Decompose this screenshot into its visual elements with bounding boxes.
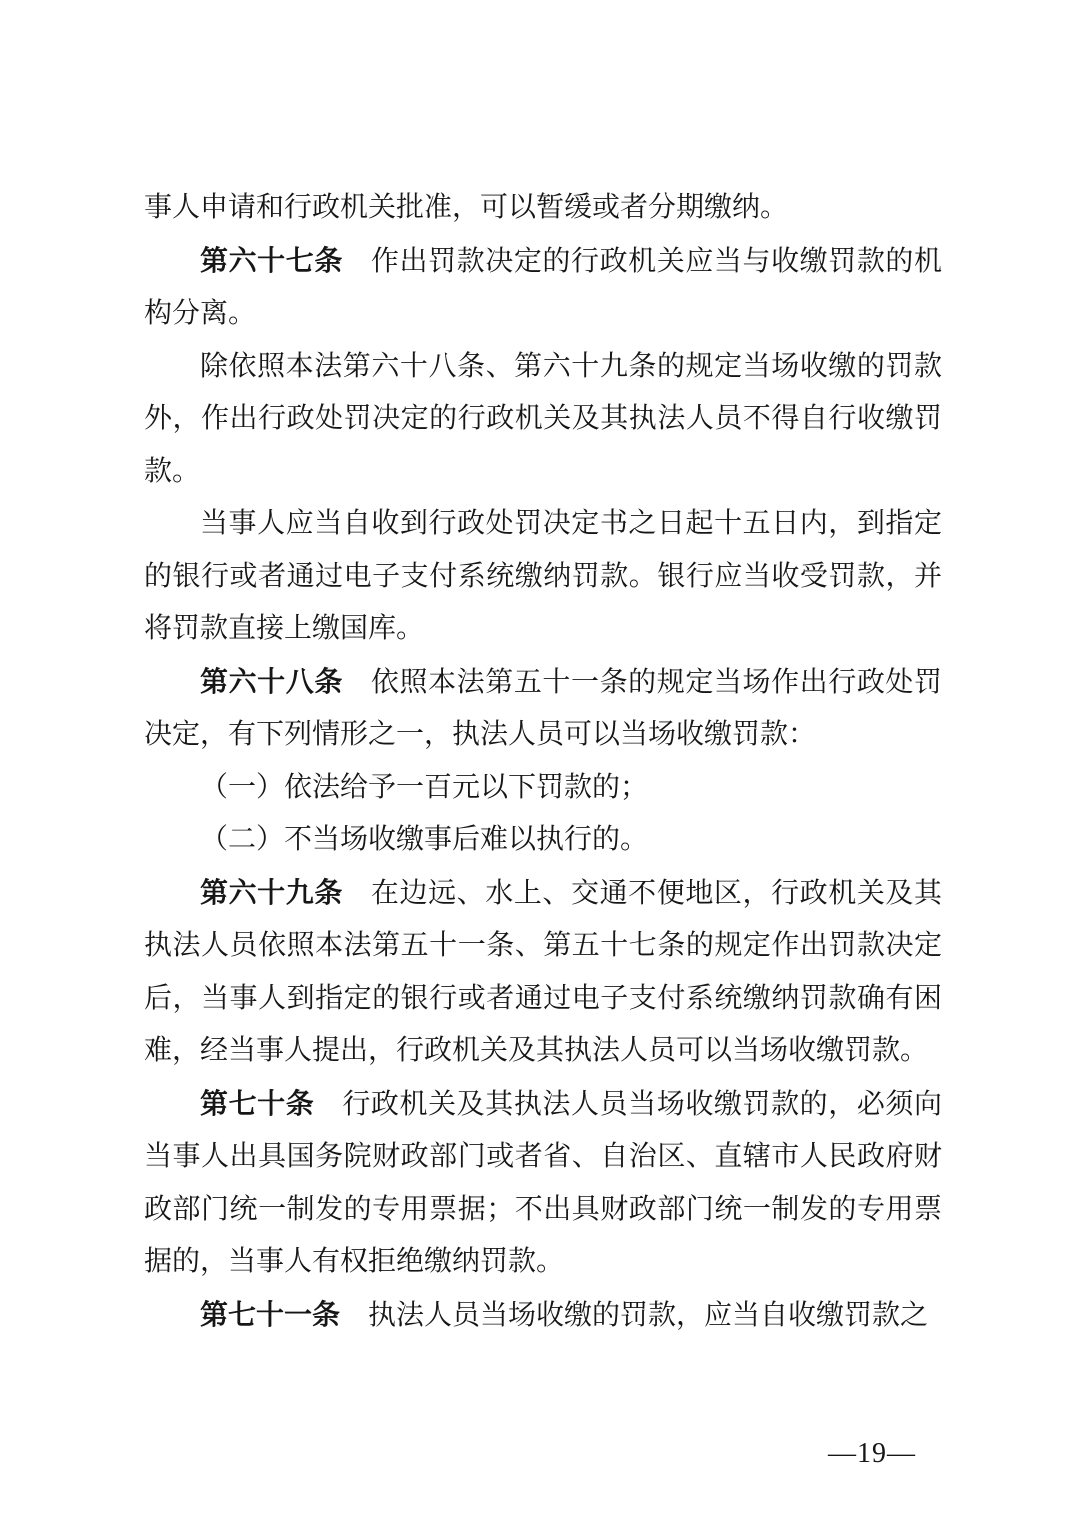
- list-item: [144, 814, 942, 867]
- article-number: 第六十八条: [200, 665, 343, 697]
- paragraph: [144, 182, 942, 235]
- list-item: [144, 762, 942, 815]
- paragraph: [144, 1078, 942, 1289]
- article-number: 第七十条: [200, 1087, 315, 1119]
- paragraph-text: 事人申请和行政机关批准，可以暂缓或者分期缴纳。: [144, 192, 789, 223]
- paragraph-text: 当事人应当自收到行政处罚决定书之日起十五日内，到指定的银行或者通过电子支付系统缴纳罚款。银行应当收受罚款，并将罚款直接上缴国库。: [144, 508, 942, 644]
- article-number: 第六十七条: [200, 244, 343, 276]
- paragraph: [144, 498, 942, 656]
- paragraph: [144, 1289, 942, 1343]
- paragraph-text: 作出罚款决定的行政机关应当与收缴罚款的机构分离。: [144, 245, 942, 329]
- paragraph-text: （一）依法给予一百元以下罚款的；: [200, 771, 649, 803]
- paragraph: [144, 341, 942, 499]
- paragraph: [144, 656, 942, 762]
- paragraph-text: 行政机关及其执法人员当场收缴罚款的，必须向当事人出具国务院财政部门或者省、自治区、直辖市人民政府财政部门统一制发的专用票据；不出具财政部门统一制发的专用票据的，当事人有权拒绝缴纳罚款。: [144, 1088, 942, 1277]
- article-number: 第六十九条: [200, 876, 343, 908]
- paragraph-text: 执法人员当场收缴的罚款，应当自收缴罚款之: [368, 1299, 929, 1331]
- paragraph-text: （二）不当场收缴事后难以执行的。: [200, 824, 649, 855]
- paragraph-text: 除依照本法第六十八条、第六十九条的规定当场收缴的罚款外，作出行政处罚决定的行政机关及其执法人员不得自行收缴罚款。: [144, 350, 942, 487]
- document-body: [144, 182, 942, 1342]
- paragraph-text: 在边远、水上、交通不便地区，行政机关及其执法人员依照本法第五十一条、第五十七条的规定作出罚款决定后，当事人到指定的银行或者通过电子支付系统缴纳罚款确有困难，经当事人提出，行政机关及其执法人员可以当场收缴罚款。: [144, 877, 942, 1066]
- article-number: 第七十一条: [200, 1298, 341, 1330]
- paragraph: [144, 867, 942, 1078]
- page-number: —19—: [828, 1438, 916, 1469]
- paragraph: [144, 235, 942, 341]
- paragraph-text: 依照本法第五十一条的规定当场作出行政处罚决定，有下列情形之一，执法人员可以当场收缴罚款：: [144, 666, 942, 750]
